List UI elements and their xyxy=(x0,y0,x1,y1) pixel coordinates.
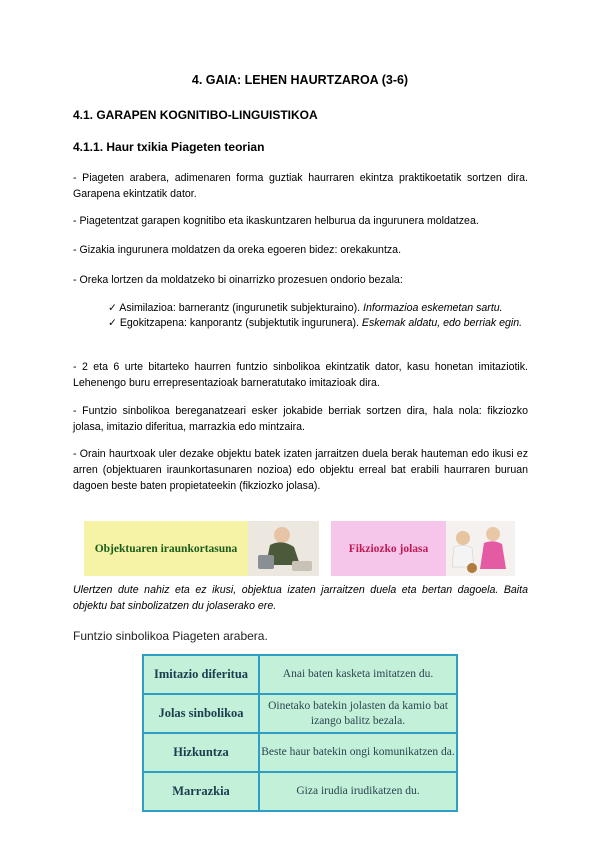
paragraph: - Oreka lortzen da moldatzeko bi oinarrizko prozesuen ondorio bezala: xyxy=(73,274,403,286)
description-cell: Beste haur batekin ongi komunikatzen da. xyxy=(259,733,457,772)
bullet-item xyxy=(108,301,528,316)
bullet-text: Asimilazioa: barnerantz (ingurunetik subjekturaino). xyxy=(119,302,361,314)
table-row xyxy=(143,694,457,733)
term-cell: Marrazkia xyxy=(143,772,259,811)
baby-illustration-icon xyxy=(248,521,319,576)
paragraph: - Piageten arabera, adimenaren forma guztiak haurraren ekintza praktikoetatik sortzen dira. Garapena ekintzatik dator. xyxy=(73,172,528,200)
table-row xyxy=(143,733,457,772)
check-icon: ✓ xyxy=(108,302,117,314)
paragraph: - Orain haurtxoak uler dezake objektu batek izaten jarraitzen duela berak hauteman edo ikusi ez arren (objektuaren iraunkortasunaren nozioa) edo objektu erreal bat erabili haurraren buruan dagoen beste baten propietateekin (fikziozko jolasa). xyxy=(73,448,528,492)
chapter-title: 4. GAIA: LEHEN HAURTZAROA (3-6) xyxy=(191,73,409,87)
paragraph: - 2 eta 6 urte bitarteko haurren funtzio sinbolikoa ekintzatik dator, kasu honetan imitaziotik. Lehenengo buru errepresentazioak barneratutako imitazioak dira. xyxy=(73,361,528,389)
children-illustration-icon xyxy=(446,521,515,576)
term-cell: Imitazio diferitua xyxy=(143,655,259,694)
description-cell: Oinetako batekin jolasten da kamio bat izango balitz bezala. xyxy=(259,694,457,733)
figure-caption: Ulertzen dute nahiz eta ez ikusi, objektua izaten jarraitzen duela eta bertan dagoela. Baita objektu bat sinbolizatzen du jolaserako ere. xyxy=(73,584,528,612)
description-cell: Giza irudia irudikatzen du. xyxy=(259,772,457,811)
bullet-list xyxy=(108,301,528,331)
term-cell: Jolas sinbolikoa xyxy=(143,694,259,733)
illustration-banner xyxy=(84,521,515,576)
table-title: Funtzio sinbolikoa Piageten arabera. xyxy=(73,629,268,643)
paragraph: - Funtzio sinbolikoa bereganatzeari esker jokabide berriak sortzen dira, hala nola: fikziozko jolasa, imitazio diferitua, marrazkia edo mintzaira. xyxy=(73,405,528,433)
pretend-play-label: Fikziozko jolasa xyxy=(331,521,446,576)
table-row xyxy=(143,655,457,694)
subsection-heading: 4.1.1. Haur txikia Piageten teorian xyxy=(73,140,265,154)
symbolic-function-table xyxy=(142,654,458,812)
baby-photo xyxy=(248,521,319,576)
table-row xyxy=(143,772,457,811)
bullet-item xyxy=(108,316,528,331)
check-icon: ✓ xyxy=(108,317,117,329)
children-photo xyxy=(446,521,515,576)
paragraph: - Piagetentzat garapen kognitibo eta ikaskuntzaren helburua da ingurunera moldatzea. xyxy=(73,215,479,227)
bullet-italic: Informazioa eskemetan sartu. xyxy=(363,302,503,314)
paragraph: - Gizakia ingurunera moldatzen da oreka egoeren bidez: orekakuntza. xyxy=(73,244,402,256)
term-cell: Hizkuntza xyxy=(143,733,259,772)
description-cell: Anai baten kasketa imitatzen du. xyxy=(259,655,457,694)
bullet-text: Egokitzapena: kanporantz (subjektutik ingurunera). xyxy=(119,317,359,329)
object-permanence-label: Objektuaren iraunkortasuna xyxy=(84,521,248,576)
section-heading: 4.1. GARAPEN KOGNITIBO-LINGUISTIKOA xyxy=(73,108,318,122)
bullet-italic: Eskemak aldatu, edo berriak egin. xyxy=(361,317,523,329)
